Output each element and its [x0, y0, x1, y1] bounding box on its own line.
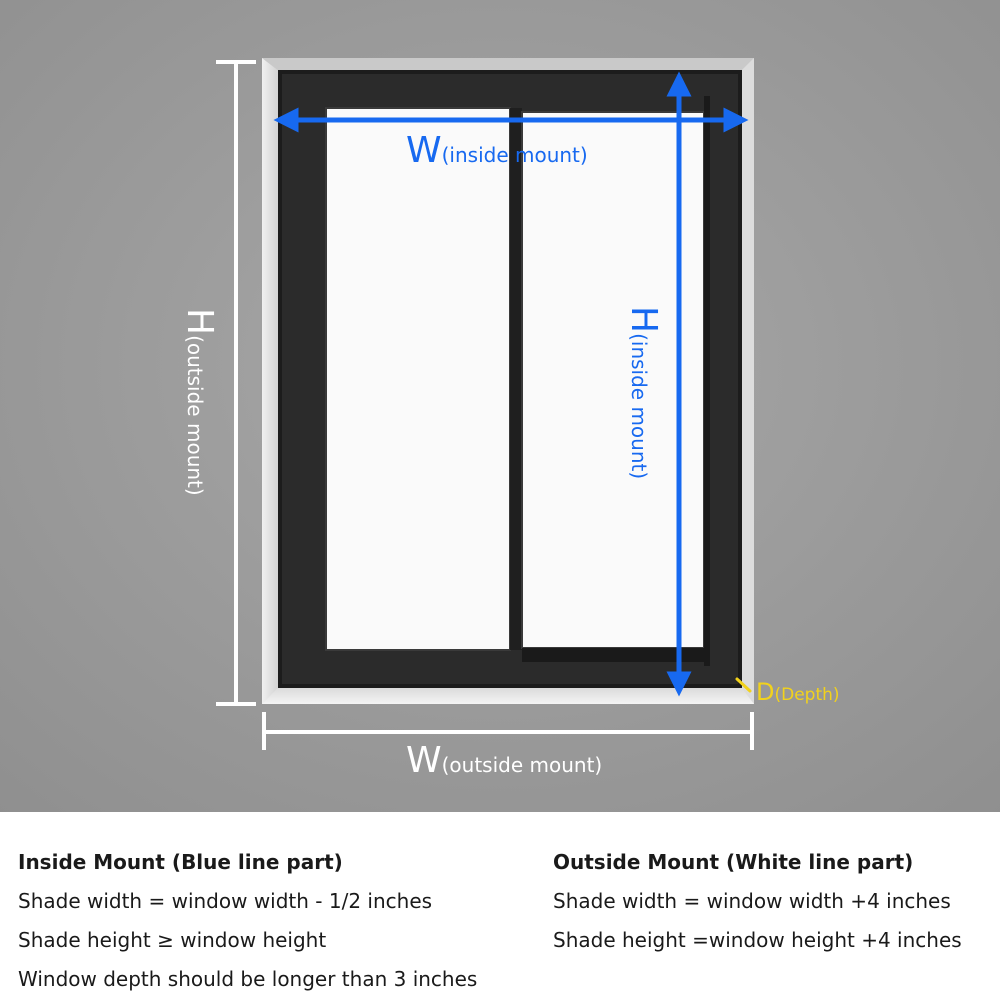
inside-shade-width-rule: Shade width = window width - 1/2 inches [18, 889, 433, 913]
instructions-panel [0, 812, 1000, 1000]
left-glass-pane [326, 108, 510, 650]
right-sash-edge [704, 96, 710, 666]
inside-width-label: W(inside mount) [406, 130, 588, 171]
inside-height-label: H(inside mount) [623, 306, 664, 480]
inside-shade-height-rule: Shade height ≥ window height [18, 928, 327, 952]
outside-width-label: W(outside mount) [406, 740, 603, 781]
sash-divider [510, 108, 522, 650]
depth-label: D(Depth) [756, 678, 840, 706]
inside-mount-title: Inside Mount (Blue line part) [18, 850, 343, 874]
outside-mount-title: Outside Mount (White line part) [553, 850, 914, 874]
outside-mount-instructions [553, 850, 962, 967]
bottom-sash-rail [522, 648, 710, 662]
inside-mount-instructions [18, 850, 477, 1006]
inside-window-depth-rule: Window depth should be longer than 3 inches [18, 967, 478, 991]
outside-height-label: H(outside mount) [179, 308, 220, 496]
outside-shade-width-rule: Shade width = window width +4 inches [553, 889, 951, 913]
outside-shade-height-rule: Shade height =window height +4 inches [553, 928, 962, 952]
